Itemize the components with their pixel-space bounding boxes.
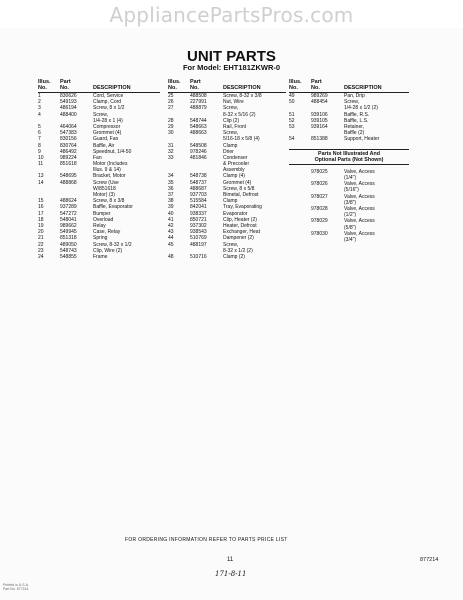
illus-no: 53 [289, 123, 295, 130]
part-description: (5/16") [344, 187, 359, 194]
part-description: Clamp [223, 142, 238, 149]
part-description: Support, Heater [344, 136, 380, 143]
illus-no: 1 [38, 93, 41, 99]
part-description: (3/8") [344, 199, 357, 206]
illus-no: 45 [168, 241, 174, 248]
part-number: 938543 [190, 229, 207, 236]
part-description: Baffle, Air [93, 142, 115, 149]
part-description: Guard, Fan [93, 136, 119, 143]
part-description: Clamp [223, 198, 238, 205]
illus-no: 44 [168, 235, 174, 242]
illus-no: 49 [289, 93, 295, 99]
parts-row [38, 254, 160, 260]
part-description: Screw, [223, 241, 239, 248]
part-description: Bimetal, Defrost [223, 192, 259, 198]
header-part-no: Part No. [60, 79, 71, 91]
illus-no: 30 [168, 130, 174, 137]
part-description: Valve, Access [344, 181, 375, 188]
part-number: 515584 [190, 198, 207, 205]
header-illus-no: Illus. No. [38, 79, 51, 91]
part-number: 510769 [190, 235, 207, 242]
part-number: 227991 [190, 99, 207, 106]
part-number: 830626 [60, 93, 77, 99]
parts-row [289, 237, 409, 243]
part-number: 488508 [190, 93, 207, 99]
part-number: 851318 [60, 235, 77, 242]
document-code: 877214 [420, 557, 439, 563]
illus-no: 11 [38, 161, 44, 168]
part-number: 978025 [311, 168, 328, 175]
part-description: Clamp (2) [223, 253, 245, 260]
illus-no: 52 [289, 117, 295, 124]
part-description: Valve, Access [344, 230, 375, 237]
illus-no: 24 [38, 253, 44, 260]
handwritten-note: 171-8-11 [215, 570, 247, 578]
parts-column-3 [289, 74, 409, 243]
illus-no: 16 [38, 204, 44, 211]
part-number: 548663 [190, 123, 207, 130]
part-description: Grommet (4) [93, 130, 122, 137]
part-description: Nut, Wire [223, 99, 244, 106]
illus-no: 22 [38, 241, 44, 248]
part-number: 939164 [311, 123, 328, 130]
illus-no: 3 [38, 105, 41, 112]
part-description: Pan, Drip [344, 93, 365, 99]
part-description: Illus. 9 & 14) [93, 167, 121, 174]
part-number: 464064 [60, 123, 77, 130]
part-number: 850721 [190, 216, 207, 223]
illus-no: 18 [38, 216, 44, 223]
part-number: 548695 [60, 173, 77, 180]
illus-no: 25 [168, 93, 174, 99]
column-header [289, 74, 409, 93]
illus-no: 23 [38, 247, 44, 254]
illus-no: 39 [168, 204, 174, 211]
part-description: Speednut, 1/4-50 [93, 148, 132, 155]
illus-no: 54 [289, 136, 295, 143]
part-description: Case, Relay [93, 229, 121, 236]
header-part-no: Part No. [311, 79, 322, 91]
part-number: 937703 [190, 192, 207, 198]
part-description: Clip (2) [223, 117, 240, 124]
part-description: Condenser [223, 154, 248, 161]
illus-no: 10 [38, 154, 44, 161]
illus-no: 43 [168, 229, 174, 236]
part-description: Cord, Service [93, 93, 124, 99]
illus-no: 7 [38, 136, 41, 143]
ordering-footer: FOR ORDERING INFORMATION REFER TO PARTS PRICE LIST [125, 537, 288, 543]
illus-no: 42 [168, 222, 174, 229]
part-description: Valve, Access [344, 218, 375, 225]
part-number: 938337 [190, 210, 207, 217]
part-number: 978029 [311, 218, 328, 225]
part-number: 851388 [311, 136, 328, 143]
part-number: 978028 [311, 206, 328, 213]
part-number: 548041 [60, 216, 77, 223]
part-description: (3/4") [344, 236, 357, 243]
illus-no: 17 [38, 210, 44, 217]
header-illus-no: Illus. No. [168, 79, 181, 91]
header-part-no: Part No. [190, 79, 201, 91]
parts-row [289, 136, 409, 142]
part-number: 851618 [60, 161, 77, 168]
part-description: Screw, 8 x 3/8 [93, 198, 125, 205]
corner-print-line: Printed in U.S.A. Part No. 877214 [3, 583, 29, 591]
illus-no: 19 [38, 222, 44, 229]
part-description: Spring [93, 235, 108, 242]
part-description: Baffle, L.S. [344, 117, 369, 124]
part-description: Screw, 8 x 5/8 [223, 185, 255, 192]
part-description: Motor (Includes [93, 161, 128, 168]
part-description: Baffle, Evaporator [93, 204, 133, 211]
part-description: Baffle (2) [344, 130, 365, 137]
part-description: Screw, 8-32 x 3/8 [223, 93, 262, 99]
part-description: W/851618 [93, 185, 116, 192]
part-description: Valve, Access [344, 206, 375, 213]
part-number: 549193 [60, 99, 77, 106]
part-description: (1/2") [344, 212, 357, 219]
part-number: 939106 [311, 111, 328, 118]
part-description: Screw, 8 x 1/2 [93, 105, 125, 112]
header-description: DESCRIPTION [93, 85, 131, 91]
part-description: Clip, Heater (2) [223, 216, 257, 223]
part-number: 978030 [311, 230, 328, 237]
illus-no: 9 [38, 148, 41, 155]
part-number: 488663 [190, 130, 207, 137]
parts-column-2 [168, 74, 286, 260]
part-number: 548738 [190, 173, 207, 180]
part-description: Evaporator [223, 210, 248, 217]
part-number: 481846 [190, 154, 207, 161]
part-description: Assembly [223, 167, 245, 174]
corner-print-text [3, 583, 29, 591]
parts-column-1 [38, 74, 160, 260]
part-description: Dampener (2) [223, 235, 254, 242]
part-number: 488454 [311, 99, 328, 106]
part-number: 939105 [311, 117, 328, 124]
part-description: Drier [223, 148, 234, 155]
part-description: Heater, Defrost [223, 222, 257, 229]
illus-no: 31 [168, 142, 174, 149]
illus-no: 41 [168, 216, 174, 223]
illus-no: 36 [168, 185, 174, 192]
illus-no: 48 [168, 253, 174, 260]
part-number: 830764 [60, 142, 77, 149]
part-number: 937289 [60, 204, 77, 211]
illus-no: 51 [289, 111, 295, 118]
illus-no: 27 [168, 105, 174, 112]
part-description: 1/4-28 x 1/2 (2) [344, 105, 378, 112]
part-description: 1/4-28 x 1 (4) [93, 117, 123, 124]
part-description: Exchanger, Heat [223, 229, 260, 236]
page-number: 11 [227, 557, 234, 563]
illus-no: 6 [38, 130, 41, 137]
model-subtitle: For Model: EHT181ZKWR-0 [182, 63, 281, 72]
illus-no: 5 [38, 123, 41, 130]
illus-no: 21 [38, 235, 44, 242]
part-description: Valve, Access [344, 168, 375, 175]
header-description: DESCRIPTION [223, 85, 261, 91]
illus-no: 33 [168, 154, 174, 161]
illus-no: 14 [38, 179, 44, 186]
part-description: Valve, Access [344, 193, 375, 200]
part-number: 548744 [190, 117, 207, 124]
part-description: Grommet (4) [223, 179, 252, 186]
illus-no: 35 [168, 179, 174, 186]
part-description: Screw, [223, 130, 239, 137]
part-description: (5/8") [344, 224, 357, 231]
part-number: 978026 [311, 181, 328, 188]
part-number: 830156 [60, 136, 77, 143]
part-number: 547272 [60, 210, 77, 217]
part-number: 486194 [60, 105, 77, 112]
part-number: 549945 [60, 229, 77, 236]
part-description: Bumper [93, 210, 111, 217]
part-description: (1/4") [344, 175, 357, 182]
part-description: Frame [93, 253, 108, 260]
part-number: 488868 [60, 179, 77, 186]
illus-no: 34 [168, 173, 174, 180]
page-title: UNIT PARTS [187, 48, 276, 65]
part-number: 937302 [190, 222, 207, 229]
part-number: 548855 [60, 253, 77, 260]
illus-no: 8 [38, 142, 41, 149]
part-number: 488687 [190, 185, 207, 192]
part-description: Screw, [223, 105, 239, 112]
watermark-banner [0, 0, 463, 28]
part-description: Screw, [344, 99, 360, 106]
part-description: Fan [93, 154, 102, 161]
illus-no: 26 [168, 99, 174, 106]
illus-no: 4 [38, 111, 41, 118]
part-description: Tray, Evaporating [223, 204, 262, 211]
column-header [38, 74, 160, 93]
part-description: Overload [93, 216, 114, 223]
part-description: Compressor [93, 123, 121, 130]
part-description: Retainer, [344, 123, 365, 130]
part-description: Screw (Use [93, 179, 119, 186]
part-number: 547383 [60, 130, 77, 137]
part-description: & Precooler [223, 161, 250, 168]
watermark-text: AppliancePartsPros.com [109, 3, 354, 27]
part-number: 978027 [311, 193, 328, 200]
part-description: Baffle, R.S. [344, 111, 370, 118]
part-number: 989224 [60, 154, 77, 161]
part-description: Screw, 8-32 x 1/2 [93, 241, 132, 248]
part-description: 8-32 x 1/2 (2) [223, 247, 253, 254]
optional-parts-note: Parts Not Illustrated And Optional Parts (Not Shown) [289, 149, 409, 165]
part-description: Clamp, Cord [93, 99, 122, 106]
part-description: 8-32 x 5/16 (2) [223, 111, 256, 118]
part-number: 486492 [60, 148, 77, 155]
part-number: 548737 [190, 179, 207, 186]
illus-no: 2 [38, 99, 41, 106]
part-description: Rail, Front [223, 123, 247, 130]
part-description: Screw, [93, 111, 109, 118]
part-number: 489050 [60, 241, 77, 248]
part-number: 488624 [60, 198, 77, 205]
illus-no: 50 [289, 99, 295, 106]
illus-no: 13 [38, 173, 44, 180]
header-illus-no: Illus. No. [289, 79, 302, 91]
illus-no: 40 [168, 210, 174, 217]
part-description: Bracket, Motor [93, 173, 126, 180]
part-number: 989269 [311, 93, 328, 99]
part-number: 488400 [60, 111, 77, 118]
part-description: 5/16-18 x 5/8 (4) [223, 136, 260, 143]
part-number: 978246 [190, 148, 207, 155]
illus-no: 38 [168, 198, 174, 205]
part-description: Clip, Wire (2) [93, 247, 123, 254]
column-header [168, 74, 286, 93]
part-number: 548508 [190, 142, 207, 149]
part-number: 488197 [190, 241, 207, 248]
part-description: Relay [93, 222, 106, 229]
header-description: DESCRIPTION [344, 85, 382, 91]
part-number: 510716 [190, 253, 207, 260]
part-description: Clamp (4) [223, 173, 245, 180]
illus-no: 29 [168, 123, 174, 130]
illus-no: 15 [38, 198, 44, 205]
part-description: Motor) (3) [93, 192, 115, 198]
part-number: 842041 [190, 204, 207, 211]
illus-no: 32 [168, 148, 174, 155]
illus-no: 37 [168, 192, 174, 198]
part-number: 548743 [60, 247, 77, 254]
parts-row [168, 254, 286, 260]
illus-no: 20 [38, 229, 44, 236]
part-number: 989662 [60, 222, 77, 229]
illus-no: 28 [168, 117, 174, 124]
part-number: 488879 [190, 105, 207, 112]
